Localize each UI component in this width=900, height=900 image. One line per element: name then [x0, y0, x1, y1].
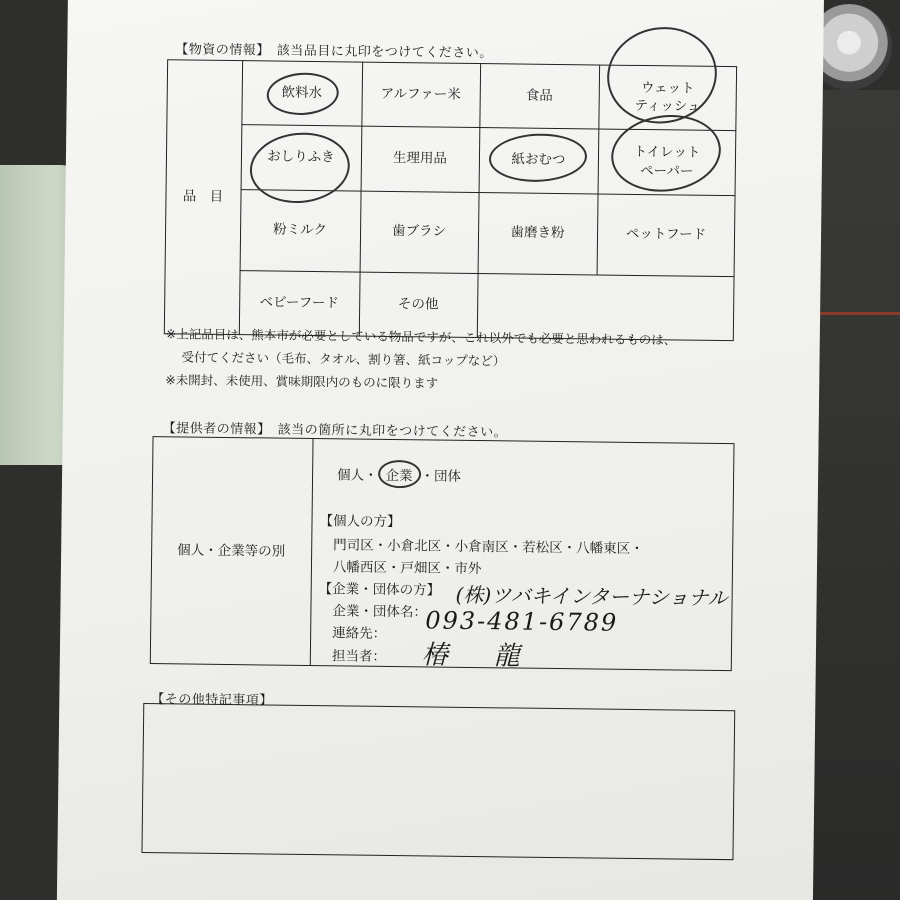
item-toothbrush[interactable]: 歯ブラシ: [391, 223, 447, 241]
provider-row-label: 個人・企業等の別: [177, 542, 286, 560]
item-diapers[interactable]: 紙おむつ: [511, 151, 566, 169]
background-floor: [810, 90, 900, 900]
option-group[interactable]: 団体: [433, 468, 462, 485]
item-toilet-paper[interactable]: トイレット ペーパー: [633, 144, 701, 180]
item-baby-wipes[interactable]: おしりふき: [267, 148, 335, 166]
item-food[interactable]: 食品: [525, 87, 553, 104]
supplies-note-line1: ※上記品目は、熊本市が必要としている物品ですが、これ以外でも必要と思われるものは、: [165, 326, 677, 348]
provider-section-header: 【提供者の情報】 該当の箇所に丸印をつけてください。: [162, 421, 508, 441]
company-heading: 【企業・団体の方】: [318, 581, 441, 599]
item-alpha-rice[interactable]: アルファー米: [380, 85, 461, 103]
supplies-note-line3: ※未開封、未使用、賞味期限内のものに限ります: [165, 372, 439, 391]
option-individual[interactable]: 個人: [336, 467, 365, 484]
supplies-section-header: 【物資の情報】 該当品目に丸印をつけてください。: [175, 42, 493, 62]
supplies-row-label: 品 目: [182, 188, 224, 206]
provider-type-options: 個人・ 企業 ・団体: [337, 463, 461, 485]
item-powdered-milk[interactable]: 粉ミルク: [273, 221, 328, 239]
individual-heading: 【個人の方】: [319, 513, 401, 531]
supplies-note-line2: 受付てください（毛布、タオル、割り箸、紙コップなど）: [181, 349, 506, 369]
person-field[interactable]: 椿 龍: [421, 640, 531, 672]
districts-line1: 門司区・小倉北区・小倉南区・若松区・八幡東区・: [333, 537, 644, 558]
item-pet-food[interactable]: ペットフード: [625, 226, 707, 244]
person-label: 担当者：: [331, 648, 386, 665]
other-notes-textarea[interactable]: [141, 703, 735, 860]
company-name-label: 企業・団体名：: [332, 603, 428, 621]
option-company[interactable]: 企業: [377, 460, 420, 489]
other-section-header: 【その他特記事項】: [151, 692, 273, 709]
item-wet-tissue[interactable]: ウェット ティッシュ: [634, 79, 701, 115]
item-toothpaste[interactable]: 歯磨き粉: [510, 224, 565, 242]
item-other[interactable]: その他: [397, 296, 439, 313]
item-drinking-water[interactable]: 飲料水: [281, 84, 323, 102]
contact-label: 連絡先：: [332, 625, 387, 642]
item-sanitary-products[interactable]: 生理用品: [392, 150, 448, 168]
districts-line2: 八幡西区・戸畑区・市外: [332, 559, 482, 578]
background-floor-line: [815, 312, 900, 315]
form-sheet: [57, 0, 824, 900]
company-name-field[interactable]: (株)ツバキインターナショナル: [455, 582, 728, 611]
contact-field[interactable]: 093-481-6789: [425, 606, 619, 637]
item-baby-food[interactable]: ベビーフード: [259, 294, 339, 312]
